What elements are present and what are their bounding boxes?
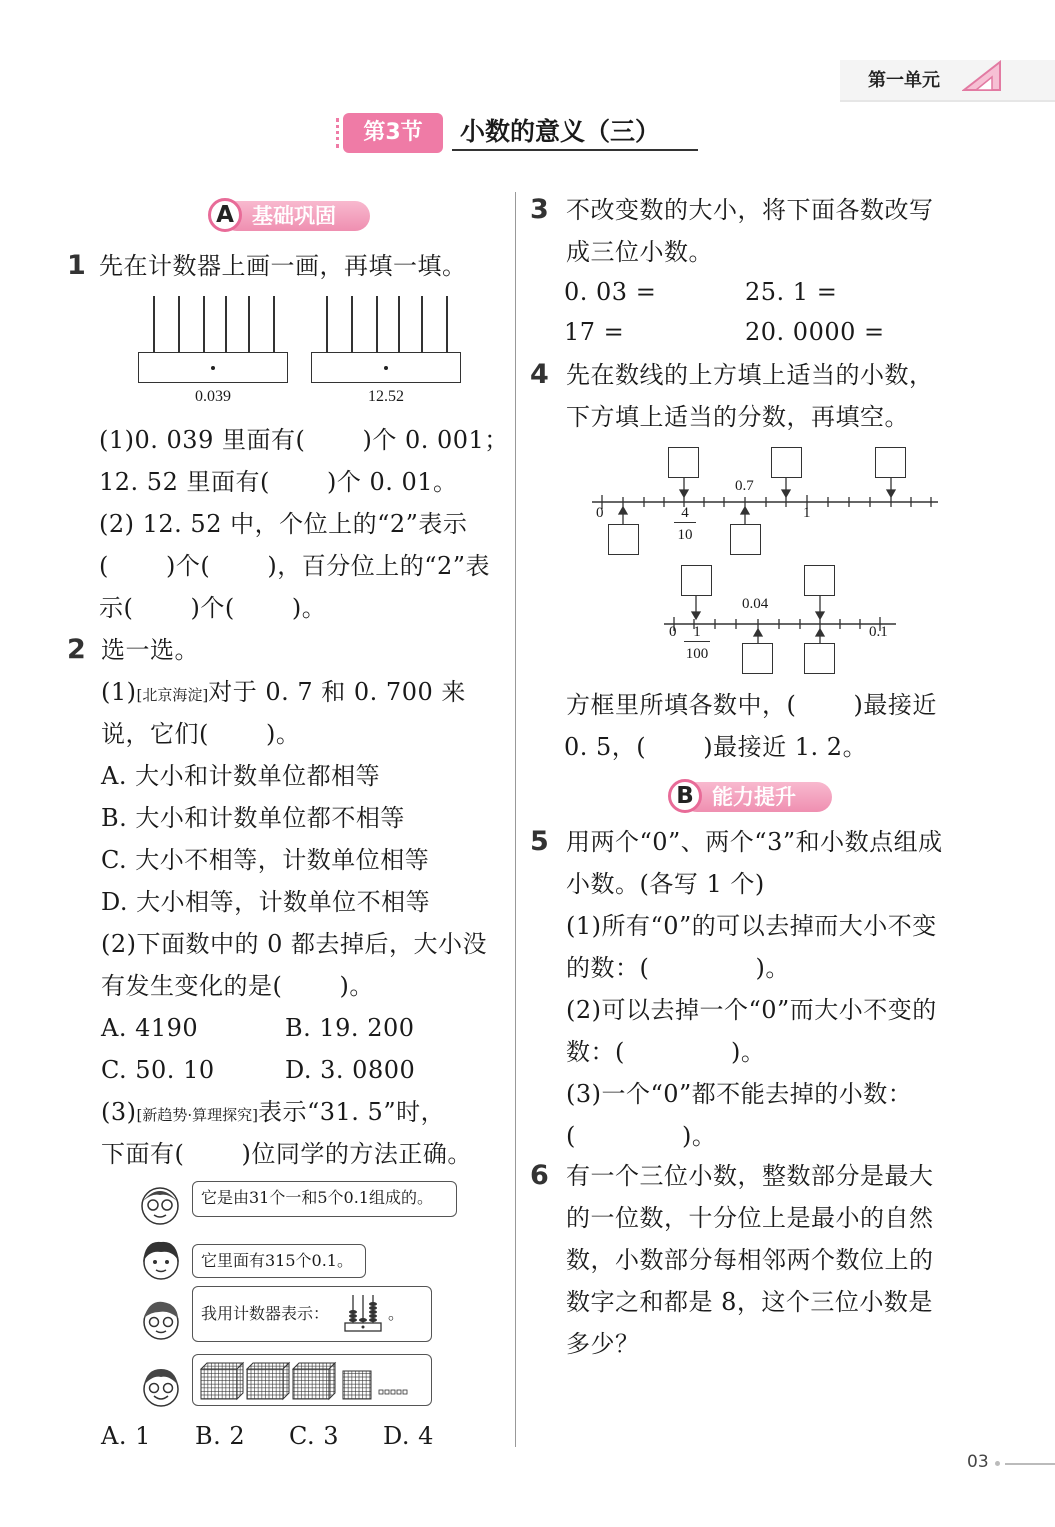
place-value-blocks-bubble <box>192 1354 432 1406</box>
q3-item: 0. 03 = <box>564 278 657 306</box>
page-number: 03 <box>967 1452 989 1472</box>
q4-line: 下方填上适当的分数，再填空。 <box>566 403 909 431</box>
tick-label: 0.1 <box>869 624 888 640</box>
tick-label: 0.7 <box>735 478 754 494</box>
option: A. 4190 <box>101 1014 199 1042</box>
page-dot <box>995 1461 1000 1466</box>
set-square-icon <box>962 60 1004 92</box>
answer-box[interactable] <box>730 524 761 555</box>
q2-p3-prefix: (3) <box>101 1098 137 1126</box>
page-rule <box>1005 1463 1055 1465</box>
q6-line: 多少？ <box>566 1330 640 1358</box>
q4-after: 方框里所填各数中，( )最接近 <box>566 691 937 719</box>
speech-bubble <box>192 1286 432 1342</box>
answer-box[interactable] <box>804 565 835 596</box>
q6-line: 的一位数，十分位上是最小的自然 <box>566 1204 934 1232</box>
tick-label: 1 <box>803 505 811 521</box>
counter-right-caption: 12.52 <box>368 388 404 405</box>
q2-p1-prefix: (1) <box>101 678 137 706</box>
answer-box[interactable] <box>608 524 639 555</box>
q2-p1-text: 对于 0. 7 和 0. 700 来 <box>208 678 466 706</box>
q5-line: (3)一个“0”都不能去掉的小数： <box>566 1080 913 1108</box>
bubble-text: 我用计数器表示： <box>201 1304 330 1323</box>
level-b-badge <box>668 779 832 813</box>
source-tag: [新趋势·算理探究] <box>136 1106 258 1124</box>
question-number: 2 <box>67 634 86 665</box>
q1-line: (1)0. 039 里面有( )个 0. 001； <box>99 426 509 454</box>
fraction-numerator: 1 <box>684 624 710 642</box>
tick-label: 0 <box>596 505 604 521</box>
answer-box[interactable] <box>681 565 712 596</box>
q5-line: (1)所有“0”的可以去掉而大小不变 <box>566 912 937 940</box>
level-a-badge <box>208 198 370 232</box>
counter-left-caption: 0.039 <box>195 388 231 405</box>
speech-bubble: 它里面有315个0.1。 <box>192 1244 366 1278</box>
q2-p2-line1: (2)下面数中的 0 都去掉后，大小没 <box>101 930 488 958</box>
option: D. 大小相等，计数单位不相等 <box>101 888 431 916</box>
fraction-denominator: 10 <box>677 527 693 543</box>
q5-line: (2)可以去掉一个“0”而大小不变的 <box>566 996 937 1024</box>
tick-label: 0.04 <box>742 596 769 612</box>
q4-after: 0. 5，( )最接近 1. 2。 <box>564 733 868 761</box>
option: D. 3. 0800 <box>285 1056 416 1084</box>
column-divider <box>515 192 516 1447</box>
place-value-blocks-icon <box>197 1359 429 1403</box>
q2-part3 <box>101 1096 445 1131</box>
q5-line: 用两个“0”、两个“3”和小数点组成 <box>566 828 943 856</box>
fraction-numerator: 4 <box>674 505 696 523</box>
q3-item: 25. 1 = <box>745 278 838 306</box>
answer-box[interactable] <box>742 643 773 674</box>
option: B. 19. 200 <box>285 1014 415 1042</box>
tick-label: 0 <box>669 624 677 640</box>
q2-part1 <box>101 676 466 711</box>
section-title: 小数的意义（三） <box>452 111 698 151</box>
q1-line: 12. 52 里面有( )个 0. 01。 <box>99 468 458 496</box>
q1-line: (2) 12. 52 中，个位上的“2”表示 <box>99 510 468 538</box>
q6-line: 数字之和都是 8，这个三位小数是 <box>566 1288 933 1316</box>
option: A. 大小和计数单位都相等 <box>101 762 381 790</box>
kid-boy-smile-icon <box>139 1365 183 1409</box>
option: A. 1 <box>101 1422 151 1450</box>
q2-stem: 选一选。 <box>101 636 199 664</box>
q5-line: 的数：( )。 <box>566 954 790 982</box>
q6-line: 有一个三位小数，整数部分是最大 <box>566 1162 934 1190</box>
question-number: 3 <box>530 194 549 225</box>
q1-line: ( )个( )，百分位上的“2”表 <box>99 552 491 580</box>
kid-boy-glasses-icon <box>138 1183 182 1227</box>
fraction-denominator: 100 <box>685 646 709 662</box>
question-number: 5 <box>530 826 549 857</box>
level-b-label: 能力提升 <box>712 785 796 809</box>
answer-box[interactable] <box>668 447 699 478</box>
q2-p2-line2: 有发生变化的是( )。 <box>101 972 374 1000</box>
q3-item: 20. 0000 = <box>745 318 885 346</box>
answer-box[interactable] <box>875 447 906 478</box>
unit-label: 第一单元 <box>868 70 940 91</box>
q3-line: 成三位小数。 <box>566 238 713 266</box>
option: B. 2 <box>195 1422 246 1450</box>
q1-line: 示( )个( )。 <box>99 594 327 622</box>
option: C. 3 <box>289 1422 340 1450</box>
q1-stem: 先在计数器上画一画，再填一填。 <box>99 252 467 280</box>
source-tag: [北京海淀] <box>136 686 209 704</box>
q6-line: 数，小数部分每相邻两个数位上的 <box>566 1246 934 1274</box>
q4-line: 先在数线的上方填上适当的小数， <box>566 361 934 389</box>
q5-line: 数：( )。 <box>566 1038 766 1066</box>
answer-box[interactable] <box>804 643 835 674</box>
question-number: 6 <box>530 1160 549 1191</box>
option: C. 大小不相等，计数单位相等 <box>101 846 430 874</box>
option: D. 4 <box>383 1422 434 1450</box>
q3-item: 17 = <box>564 318 625 346</box>
section-badge: 第3节 <box>343 113 443 153</box>
option: B. 大小和计数单位都不相等 <box>101 804 405 832</box>
q5-line: ( )。 <box>566 1122 717 1150</box>
speech-bubble: 它是由31个一和5个0.1组成的。 <box>192 1181 457 1217</box>
q5-line: 小数。(各写 1 个) <box>566 870 765 898</box>
q3-line: 不改变数的大小，将下面各数改写 <box>566 196 934 224</box>
option: C. 50. 10 <box>101 1056 215 1084</box>
level-a-label: 基础巩固 <box>252 204 336 228</box>
kid-girl-icon <box>139 1238 183 1282</box>
q2-p3-text: 表示“31. 5”时， <box>257 1098 446 1126</box>
question-number: 4 <box>530 359 549 390</box>
question-number: 1 <box>67 250 86 281</box>
badge-dots <box>336 118 347 148</box>
q2-p1-line2: 说，它们( )。 <box>101 720 301 748</box>
abacus-icon <box>343 1291 385 1335</box>
level-b-letter: B <box>668 779 702 813</box>
answer-box[interactable] <box>771 447 802 478</box>
kid-boy-icon <box>139 1298 183 1342</box>
q2-p3-line2: 下面有( )位同学的方法正确。 <box>101 1140 472 1168</box>
level-a-letter: A <box>208 198 242 232</box>
bubble-text: 。 <box>388 1304 405 1323</box>
